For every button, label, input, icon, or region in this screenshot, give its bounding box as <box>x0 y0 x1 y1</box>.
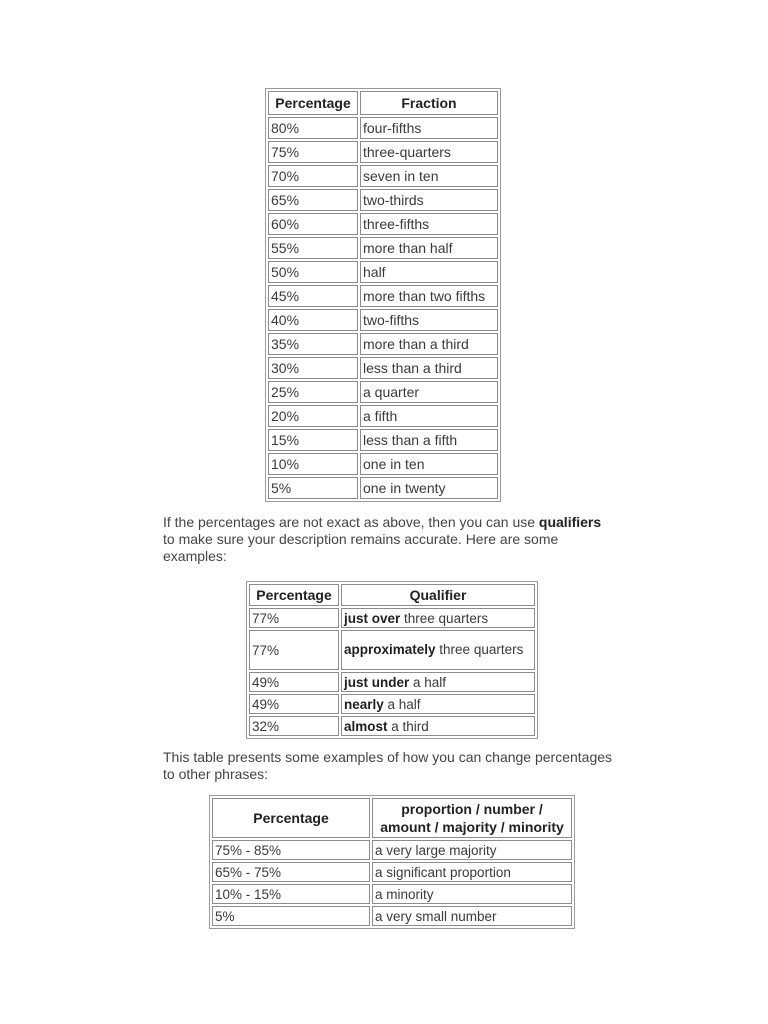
percentage-cell: 15% <box>268 429 358 451</box>
phrase-cell: a very large majority <box>372 840 572 860</box>
fraction-cell: more than two fifths <box>360 285 498 307</box>
column-header-percentage: Percentage <box>212 798 370 838</box>
table-row <box>212 906 572 926</box>
percentage-cell: 77% <box>249 608 339 628</box>
qualifier-cell <box>341 694 535 714</box>
percentage-range-cell: 5% <box>212 906 370 926</box>
percentage-range-cell: 10% - 15% <box>212 884 370 904</box>
fraction-cell: more than a third <box>360 333 498 355</box>
fraction-cell: less than a fifth <box>360 429 498 451</box>
fraction-cell: less than a third <box>360 357 498 379</box>
fraction-cell: seven in ten <box>360 165 498 187</box>
paragraph-text: If the percentages are not exact as above, then you can use <box>163 514 539 530</box>
column-header-qualifier: Qualifier <box>341 584 535 606</box>
fraction-cell: three-quarters <box>360 141 498 163</box>
fraction-cell: four-fifths <box>360 117 498 139</box>
percentage-cell: 75% <box>268 141 358 163</box>
table-row <box>268 189 498 211</box>
qualifier-cell <box>341 608 535 628</box>
percentage-cell: 77% <box>249 630 339 670</box>
fraction-cell: more than half <box>360 237 498 259</box>
table-row <box>268 141 498 163</box>
percentage-cell: 30% <box>268 357 358 379</box>
percentage-cell: 80% <box>268 117 358 139</box>
table-row <box>268 285 498 307</box>
table-row <box>249 672 535 692</box>
percentage-cell: 20% <box>268 405 358 427</box>
fraction-cell: a quarter <box>360 381 498 403</box>
table-row <box>268 117 498 139</box>
fraction-cell: a fifth <box>360 405 498 427</box>
qualifier-bold: approximately <box>344 642 436 657</box>
table-row <box>268 213 498 235</box>
fraction-cell: one in ten <box>360 453 498 475</box>
qualifiers-term: qualifiers <box>538 514 602 530</box>
percentage-fraction-table <box>265 88 501 502</box>
table-row <box>212 884 572 904</box>
phrase-cell: a significant proportion <box>372 862 572 882</box>
table-header-row <box>268 91 498 115</box>
fraction-cell: two-thirds <box>360 189 498 211</box>
fraction-cell: one in twenty <box>360 477 498 499</box>
table-row <box>249 608 535 628</box>
table-row <box>268 477 498 499</box>
column-header-phrase: proportion / number / amount / majority / minority <box>372 798 572 838</box>
percentage-cell: 5% <box>268 477 358 499</box>
column-header-fraction: Fraction <box>360 91 498 115</box>
column-header-percentage: Percentage <box>249 584 339 606</box>
percentage-cell: 49% <box>249 694 339 714</box>
qualifier-cell <box>341 672 535 692</box>
qualifier-rest: a half <box>409 674 447 690</box>
table-row <box>268 453 498 475</box>
percentage-cell: 32% <box>249 716 339 736</box>
qualifier-bold: nearly <box>344 696 384 712</box>
table-row <box>268 357 498 379</box>
percentage-cell: 35% <box>268 333 358 355</box>
table-header-row <box>249 584 535 606</box>
percentage-cell: 10% <box>268 453 358 475</box>
qualifier-bold: almost <box>344 718 388 734</box>
percentage-cell: 65% <box>268 189 358 211</box>
percentage-cell: 70% <box>268 165 358 187</box>
phrase-cell: a very small number <box>372 906 572 926</box>
table-row <box>268 237 498 259</box>
fraction-cell: half <box>360 261 498 283</box>
qualifiers-intro-paragraph <box>163 514 613 565</box>
qualifier-rest: three quarters <box>400 610 489 626</box>
table-row <box>268 309 498 331</box>
qualifier-table <box>246 581 538 739</box>
fraction-cell: two-fifths <box>360 309 498 331</box>
table-header-row <box>212 798 572 838</box>
percentage-cell: 55% <box>268 237 358 259</box>
phrases-table <box>209 795 575 929</box>
paragraph-text: to make sure your description remains accurate. Here are some examples: <box>163 531 559 564</box>
table-row <box>212 862 572 882</box>
percentage-range-cell: 65% - 75% <box>212 862 370 882</box>
qualifier-cell <box>341 716 535 736</box>
table-row <box>268 261 498 283</box>
table-row <box>268 333 498 355</box>
percentage-cell: 45% <box>268 285 358 307</box>
table-row <box>249 716 535 736</box>
table-row <box>212 840 572 860</box>
phrases-intro-paragraph: This table presents some examples of how you can change percentages to other phrases: <box>163 749 613 782</box>
table-row <box>249 630 535 670</box>
qualifier-rest: a third <box>387 718 429 734</box>
percentage-cell: 25% <box>268 381 358 403</box>
percentage-cell: 40% <box>268 309 358 331</box>
qualifier-cell <box>341 630 535 670</box>
percentage-cell: 49% <box>249 672 339 692</box>
table-row <box>268 381 498 403</box>
table-row <box>268 165 498 187</box>
qualifier-rest: three quarters <box>435 642 524 657</box>
percentage-cell: 50% <box>268 261 358 283</box>
percentage-cell: 60% <box>268 213 358 235</box>
table-row <box>249 694 535 714</box>
qualifier-bold: just under <box>344 674 410 690</box>
percentage-range-cell: 75% - 85% <box>212 840 370 860</box>
table-row <box>268 429 498 451</box>
table-row <box>268 405 498 427</box>
phrase-cell: a minority <box>372 884 572 904</box>
qualifier-bold: just over <box>344 610 401 626</box>
column-header-percentage: Percentage <box>268 91 358 115</box>
qualifier-rest: a half <box>383 696 421 712</box>
fraction-cell: three-fifths <box>360 213 498 235</box>
